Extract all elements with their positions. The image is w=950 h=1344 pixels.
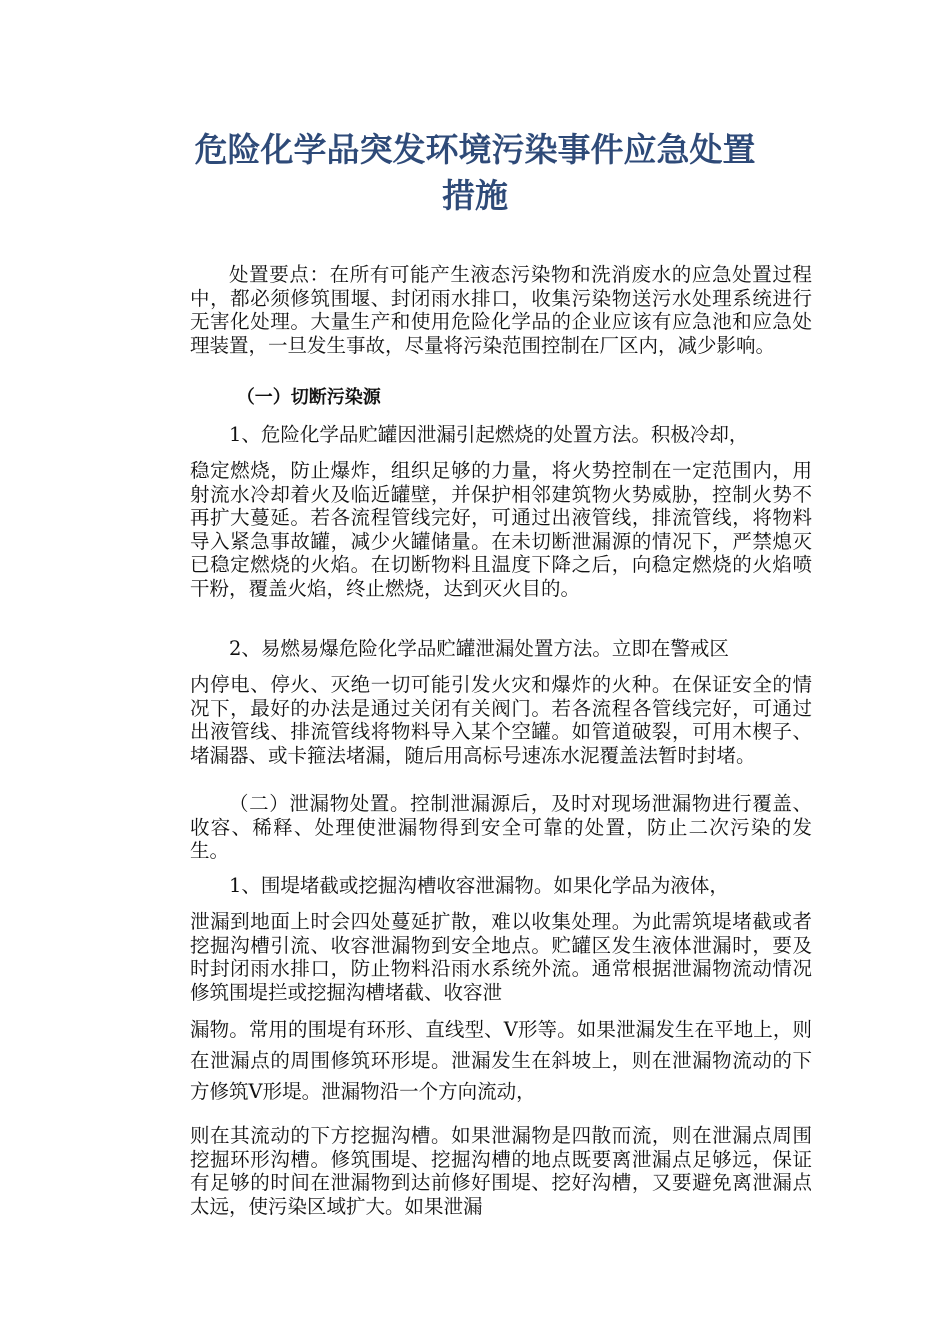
s1-item1-first-line: 1、危险化学品贮罐因泄漏引起燃烧的处置方法。积极冷却，	[229, 423, 749, 446]
s2-item1-paragraph-c: 则在其流动的下方挖掘沟槽。如果泄漏物是四散而流，则在泄漏点周围挖掘环形沟槽。修筑围堤、挖掘沟槽的地点既要离泄漏点足够远，保证有足够的时间在泄漏物到达前修好围堤、挖好沟槽，又要避免离泄漏点太远，使污染区域扩大。如果泄漏	[190, 1124, 812, 1218]
document-title: 危险化学品突发环境污染事件应急处置	[194, 130, 756, 169]
s2-item1-first-line: 1、围堤堵截或挖掘沟槽收容泄漏物。如果化学品为液体，	[229, 874, 729, 897]
section-spill-disposal-paragraph: （二）泄漏物处置。控制泄漏源后，及时对现场泄漏物进行覆盖、收容、稀释、处理使泄漏物得到安全可靠的处置，防止二次污染的发生。	[190, 792, 812, 862]
s2-item1-paragraph-b: 漏物。常用的围堤有环形、直线型、V形等。如果泄漏发生在平地上，则在泄漏点的周围修筑环形堤。泄漏发生在斜坡上，则在泄漏物流动的下方修筑V形堤。泄漏物沿一个方向流动，	[190, 1018, 812, 1103]
intro-paragraph: 处置要点：在所有可能产生液态污染物和洗消废水的应急处置过程中，都必须修筑围堰、封闭雨水排口，收集污染物送污水处理系统进行无害化处理。大量生产和使用危险化学品的企业应该有应急池和应急处理装置，一旦发生事故，尽量将污染范围控制在厂区内，减少影响。	[190, 263, 812, 357]
s1-item2-first-line: 2、易燃易爆危险化学品贮罐泄漏处置方法。立即在警戒区	[229, 637, 729, 660]
s1-item2-paragraph: 内停电、停火、灭绝一切可能引发火灾和爆炸的火种。在保证安全的情况下，最好的办法是通过关闭有关阀门。若各流程各管线完好，可通过出液管线、排流管线将物料导入某个空罐。如管道破裂，可用木楔子、堵漏器、或卡箍法堵漏，随后用高标号速冻水泥覆盖法暂时封堵。	[190, 673, 812, 767]
section-heading-cut-off-source: （一）切断污染源	[236, 387, 381, 408]
document-title-continued: 措施	[442, 176, 508, 215]
s2-item1-paragraph-a: 泄漏到地面上时会四处蔓延扩散，难以收集处理。为此需筑堤堵截或者挖掘沟槽引流、收容泄漏物到安全地点。贮罐区发生液体泄漏时，要及时封闭雨水排口，防止物料沿雨水系统外流。通常根据泄漏物流动情况修筑围堤拦或挖掘沟槽堵截、收容泄	[190, 910, 812, 1004]
s1-item1-paragraph: 稳定燃烧，防止爆炸，组织足够的力量，将火势控制在一定范围内，用射流水冷却着火及临近罐壁，并保护相邻建筑物火势威胁，控制火势不再扩大蔓延。若各流程管线完好，可通过出液管线，排流管线，将物料导入紧急事故罐，减少火罐储量。在未切断泄漏源的情况下，严禁熄灭已稳定燃烧的火焰。在切断物料且温度下降之后，向稳定燃烧的火焰喷干粉，覆盖火焰，终止燃烧，达到灭火目的。	[190, 459, 812, 600]
